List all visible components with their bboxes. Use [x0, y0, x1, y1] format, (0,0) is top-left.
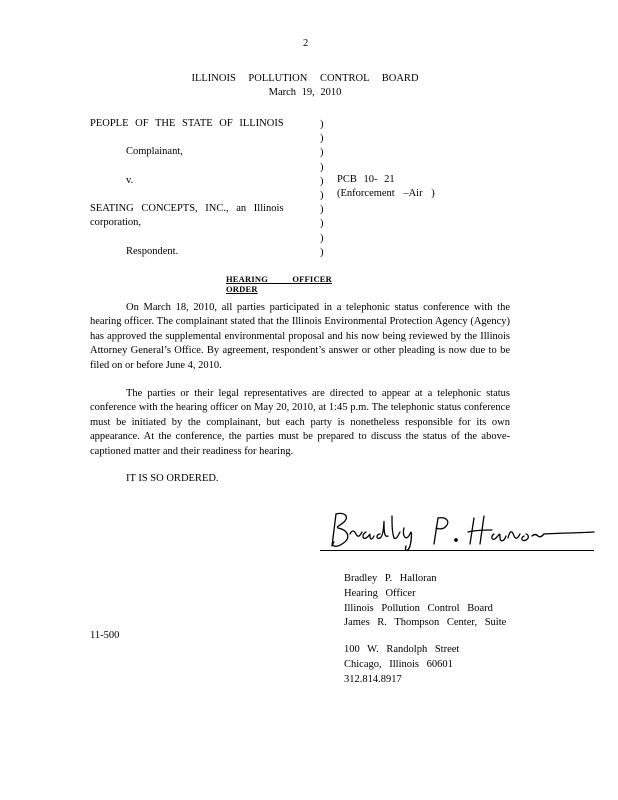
- agency-header: ILLINOIS POLLUTION CONTROL BOARD: [191, 73, 419, 84]
- signer-name: Bradley P. Halloran: [344, 573, 437, 584]
- plaintiff-role: Complainant,: [126, 146, 183, 157]
- paren: ): [320, 204, 324, 216]
- order-title: HEARING OFFICER ORDER: [226, 274, 332, 294]
- city-state-zip: Chicago, Illinois 60601: [344, 658, 453, 670]
- paragraph-text: On March 18, 2010, all parties participated in a telephonic status conference with the hearing officer. The complainant stated that the Illinois Environmental Protection Agency (Agency) has approved the supplemental environmental proposal and his now being reviewed by the Illinois Attorney General’s Office. By agreement, respondent’s answer or other pleading is now due to be filed on or before June 4, 2010.: [90, 302, 510, 371]
- defendant-role: Respondent.: [126, 246, 179, 257]
- signer-building: James R. Thompson Center, Suite: [344, 617, 507, 629]
- plaintiff-name: PEOPLE OF THE STATE OF ILLINOIS: [90, 118, 284, 129]
- paren: ): [320, 161, 324, 173]
- handwritten-signature: [314, 508, 596, 554]
- paragraph-text: The parties or their legal representatives are directed to appear at a telephonic status conference with the hearing officer on May 20, 2010, at 1:45 p.m. The telephonic status conference must be initiated by the complainant, but each party is nonetheless responsible for its own appearance. At the conference, the parties must be prepared to discuss the status of the above-captioned matter and their readiness for hearing.: [90, 388, 510, 457]
- paren: ): [320, 133, 324, 145]
- defendant-name-cont: corporation,: [90, 217, 142, 228]
- case-type: (Enforcement –Air ): [337, 188, 435, 199]
- body-paragraph-1: [90, 301, 510, 373]
- signer-agency: Illinois Pollution Control Board: [344, 602, 493, 614]
- header-date: March 19, 2010: [268, 87, 342, 98]
- address-block: [344, 643, 459, 687]
- body-paragraph-3: [90, 472, 510, 486]
- paren: ): [320, 232, 324, 244]
- suite-number: 11-500: [90, 630, 120, 641]
- paragraph-text: IT IS SO ORDERED.: [126, 473, 219, 484]
- signer-title: Hearing Officer: [344, 587, 416, 599]
- caption-parentheses: [320, 118, 324, 260]
- paren: ): [320, 218, 324, 230]
- signature-line: [320, 550, 594, 551]
- paren: ): [320, 175, 324, 187]
- defendant-name: SEATING CONCEPTS, INC., an Illinois: [90, 203, 284, 214]
- street-address: 100 W. Randolph Street: [344, 644, 460, 655]
- paren: ): [320, 246, 324, 258]
- page-number: 2: [303, 38, 309, 49]
- paren: ): [320, 119, 324, 130]
- paren: ): [320, 147, 324, 159]
- body-paragraph-2: [90, 387, 510, 459]
- versus: v.: [126, 175, 134, 186]
- phone-number: 312.814.8917: [344, 673, 402, 685]
- paren: ): [320, 190, 324, 202]
- signature-block: [344, 572, 506, 631]
- case-number: PCB 10- 21: [337, 174, 395, 185]
